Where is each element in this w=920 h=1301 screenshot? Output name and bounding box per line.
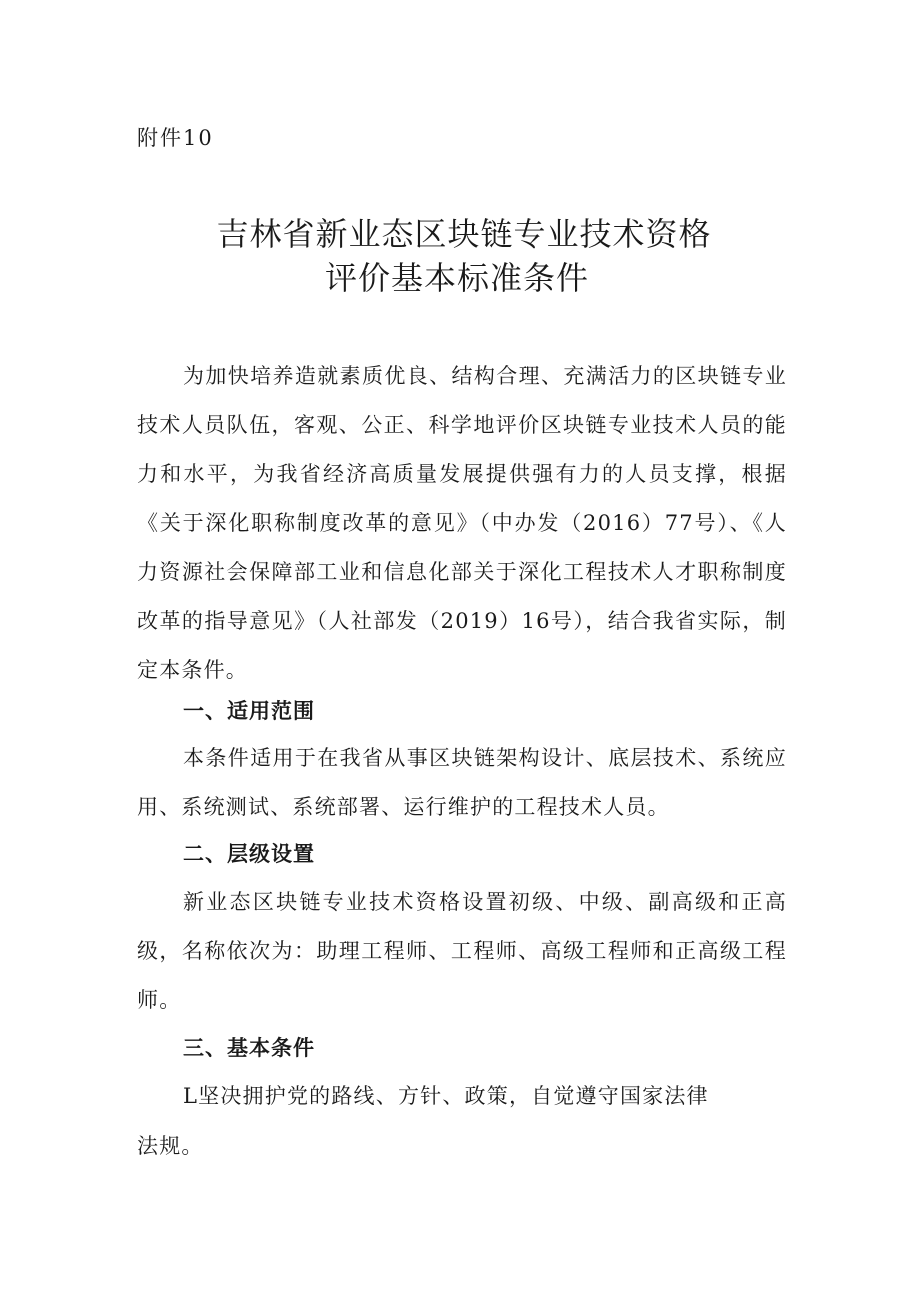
section-heading-scope: 一、适用范围 bbox=[183, 699, 315, 723]
basic-condition-item-line-2: 法规。 bbox=[137, 1134, 204, 1158]
document-title-line-1: 吉林省新业态区块链专业技术资格 bbox=[216, 215, 712, 253]
section-paragraph-scope: 本条件适用于在我省从事区块链架构设计、底层技术、系统应用、系统测试、系统部署、运行维护的工程技术人员。 bbox=[137, 746, 787, 819]
section-heading-basic-conditions: 三、基本条件 bbox=[183, 1036, 315, 1060]
section-heading-levels: 二、层级设置 bbox=[183, 842, 315, 866]
document-title-line-2: 评价基本标准条件 bbox=[324, 259, 589, 297]
section-paragraph-levels: 新业态区块链专业技术资格设置初级、中级、副高级和正高级，名称依次为：助理工程师、工程师、高级工程师和正高级工程师。 bbox=[137, 890, 787, 1012]
basic-condition-item-line-1: L坚决拥护党的路线、方针、政策，自觉遵守国家法律 bbox=[183, 1084, 709, 1108]
attachment-label: 附件10 bbox=[137, 126, 214, 150]
intro-paragraph: 为加快培养造就素质优良、结构合理、充满活力的区块链专业技术人员队伍，客观、公正、科学地评价区块链专业技术人员的能力和水平，为我省经济高质量发展提供强有力的人员支撑，根据《关于深化职称制度改革的意见》（中办发（2016）77号）、《人力资源社会保障部工业和信息化部关于深化工程技术人才职称制度改革的指导意见》（人社部发（2019）16号），结合我省实际，制定本条件。 bbox=[137, 364, 788, 682]
